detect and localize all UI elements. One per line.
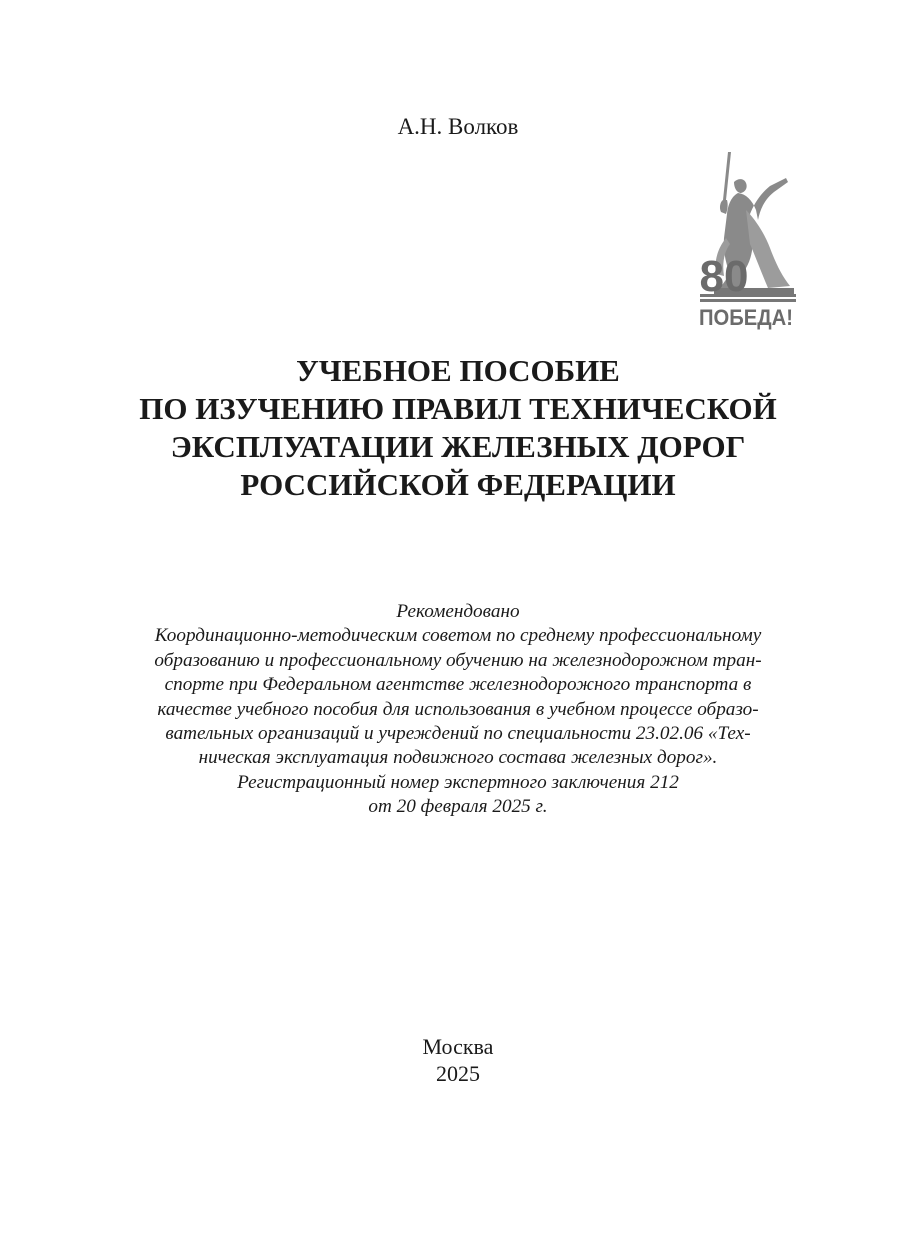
recommendation-line: вательных организаций и учреждений по специальности 23.02.06 «Тех- <box>165 723 751 745</box>
author-name: А.Н. Волков <box>397 114 519 139</box>
publication-year: 2025 <box>436 1061 480 1086</box>
publication-place <box>0 1033 916 1087</box>
recommendation-block <box>100 600 816 820</box>
recommendation-line: Рекомендовано <box>396 601 520 622</box>
title-line: РОССИЙСКОЙ ФЕДЕРАЦИИ <box>240 467 676 502</box>
logo-number: 80 <box>699 252 749 301</box>
recommendation-line: ническая эксплуатация подвижного состава железных дорог». <box>198 747 718 769</box>
title-line: УЧЕБНОЕ ПОСОБИЕ <box>296 353 620 388</box>
recommendation-line: Регистрационный номер экспертного заключения 212 <box>237 771 679 793</box>
recommendation-line: от 20 февраля 2025 г. <box>368 796 548 818</box>
recommendation-line: качестве учебного пособия для использования в учебном процессе образо- <box>157 698 759 720</box>
logo-caption: ПОБЕДА! <box>699 305 793 330</box>
title-line: ЭКСПЛУАТАЦИИ ЖЕЛЕЗНЫХ ДОРОГ <box>170 429 746 464</box>
recommendation-line: Координационно-методическим советом по среднему профессиональному <box>154 625 762 647</box>
recommendation-line: спорте при Федеральном агентстве железнодорожного транспорта в <box>164 674 752 696</box>
city-name: Москва <box>422 1034 494 1059</box>
victory-80-logo <box>690 148 800 330</box>
title-line: ПО ИЗУЧЕНИЮ ПРАВИЛ ТЕХНИЧЕСКОЙ <box>139 391 777 426</box>
book-title <box>60 352 856 504</box>
recommendation-line: образованию и профессиональному обучению на железнодорожном тран- <box>154 649 762 671</box>
